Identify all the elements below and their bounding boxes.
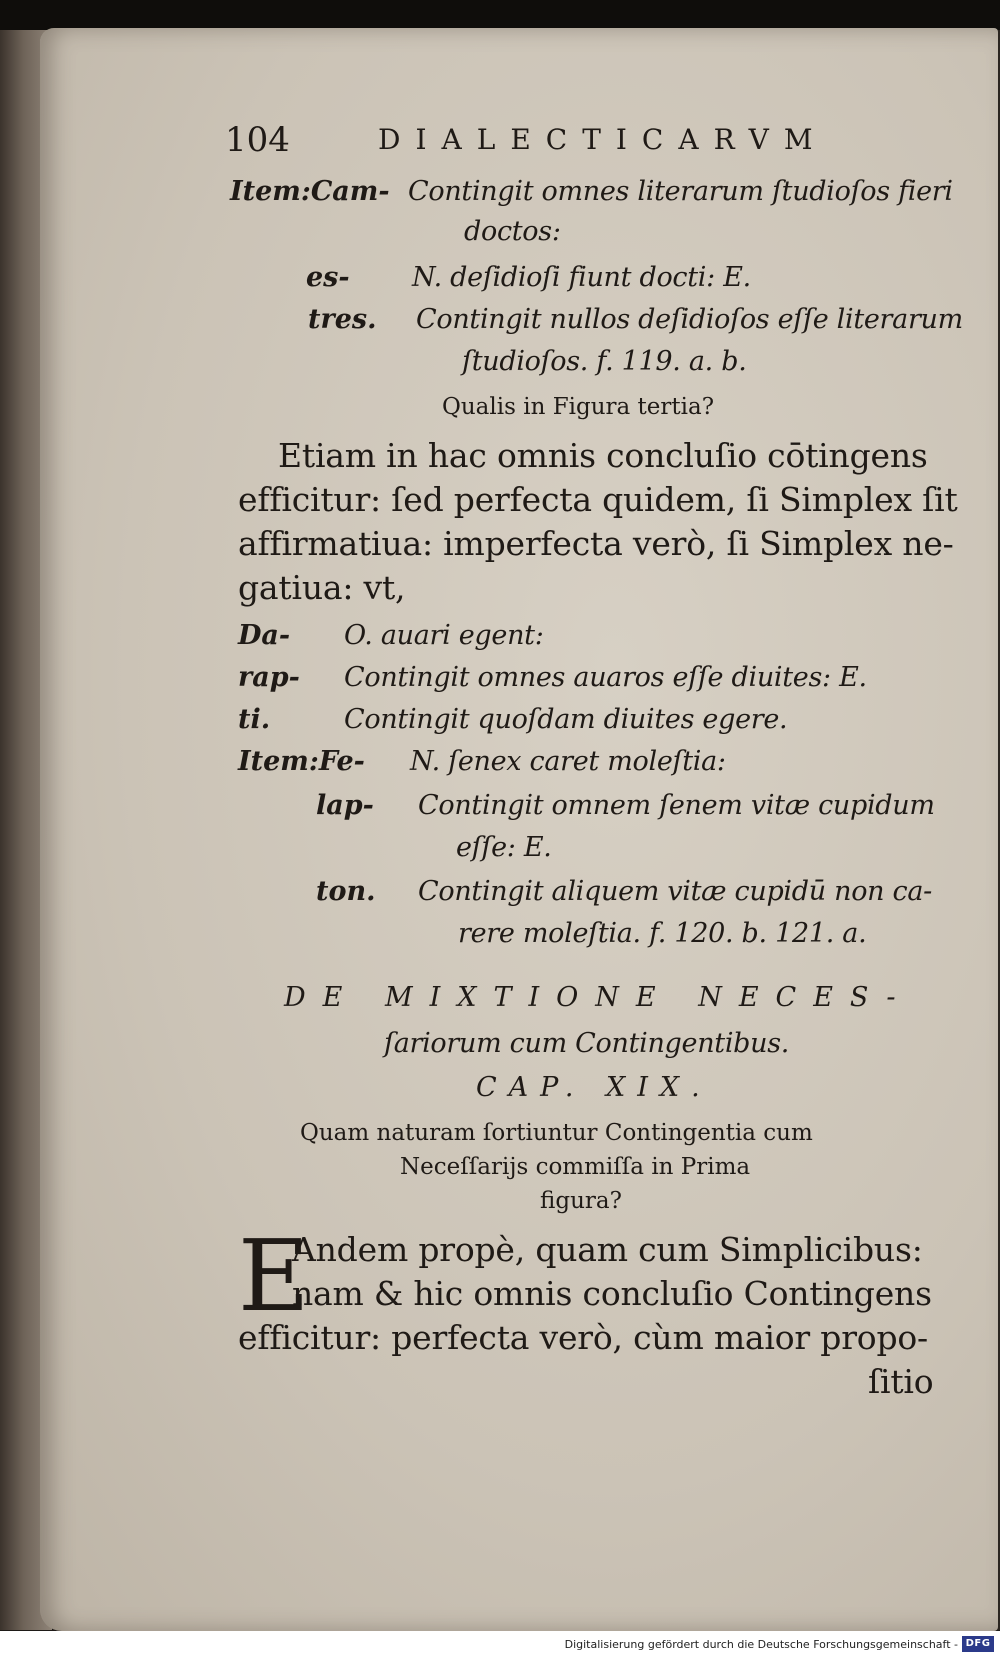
page-number: 104 (225, 120, 290, 160)
syllogism-line: N. ſenex caret moleſtia: (410, 746, 726, 777)
paragraph-line: efficitur: perfecta verò, cùm maior propo- (238, 1318, 928, 1357)
digitization-footer (0, 1631, 1000, 1659)
syllogism-label: Item:Cam- (230, 176, 390, 207)
chapter-heading: CAP. XIX. (476, 1072, 712, 1103)
paragraph-line: Andem propè, quam cum Simplicibus: (292, 1230, 923, 1269)
running-title: DIALECTICARVM (378, 123, 828, 156)
syllogism-label: Item:Fe- (238, 746, 365, 777)
syllogism-label: ton. (316, 876, 376, 907)
paragraph-line: gatiua: vt, (238, 568, 406, 607)
syllogism-line: rere moleſtia. f. 120. b. 121. a. (458, 918, 867, 949)
syllogism-label: es- (306, 262, 350, 293)
paragraph-line: Etiam in hac omnis concluſio cōtingens (278, 436, 928, 475)
syllogism-line: Contingit aliquem vitæ cupidū non ca- (418, 876, 932, 907)
syllogism-label: Da- (238, 620, 291, 651)
section-heading: DE MIXTIONE NECES- (284, 982, 913, 1013)
syllogism-line: Contingit omnes auaros eſſe diuites: E. (344, 662, 867, 693)
syllogism-line: Contingit nullos deſidioſos eſſe literarum (416, 304, 963, 335)
question-heading: Quam naturam ſortiuntur Contingentia cum (300, 1120, 813, 1146)
syllogism-line: eſſe: E. (456, 832, 552, 863)
question-heading: figura? (540, 1188, 622, 1214)
drop-cap: E (238, 1220, 310, 1334)
syllogism-label: ti. (238, 704, 271, 735)
syllogism-line: O. auari egent: (344, 620, 544, 651)
syllogism-line: Contingit quoſdam diuites egere. (344, 704, 788, 735)
syllogism-label: rap- (238, 662, 300, 693)
scan-top-border (0, 0, 1000, 30)
syllogism-label: lap- (316, 790, 374, 821)
syllogism-line: ſtudioſos. f. 119. a. b. (462, 346, 747, 377)
syllogism-line: N. deſidioſi fiunt docti: E. (412, 262, 751, 293)
question-heading: Neceſſarijs commiſſa in Prima (400, 1154, 751, 1180)
syllogism-label: tres. (308, 304, 377, 335)
paragraph-line: nam & hic omnis concluſio Contingens (292, 1274, 932, 1313)
syllogism-line: doctos: (464, 216, 561, 247)
dfg-logo-icon: DFG (962, 1636, 994, 1652)
syllogism-line: Contingit omnes literarum ſtudioſos fieri (408, 176, 953, 207)
footer-credit: Digitalisierung gefördert durch die Deutsche Forschungsgemeinschaft - (564, 1638, 958, 1651)
question-heading: Qualis in Figura tertia? (442, 394, 715, 420)
catchword: ſitio (868, 1362, 934, 1401)
section-subheading: ſariorum cum Contingentibus. (384, 1028, 790, 1059)
paragraph-line: affirmatiua: imperfecta verò, ſi Simplex ne- (238, 524, 954, 563)
syllogism-line: Contingit omnem ſenem vitæ cupidum (418, 790, 935, 821)
paragraph-line: efficitur: ſed perfecta quidem, ſi Simplex ſit (238, 480, 958, 519)
